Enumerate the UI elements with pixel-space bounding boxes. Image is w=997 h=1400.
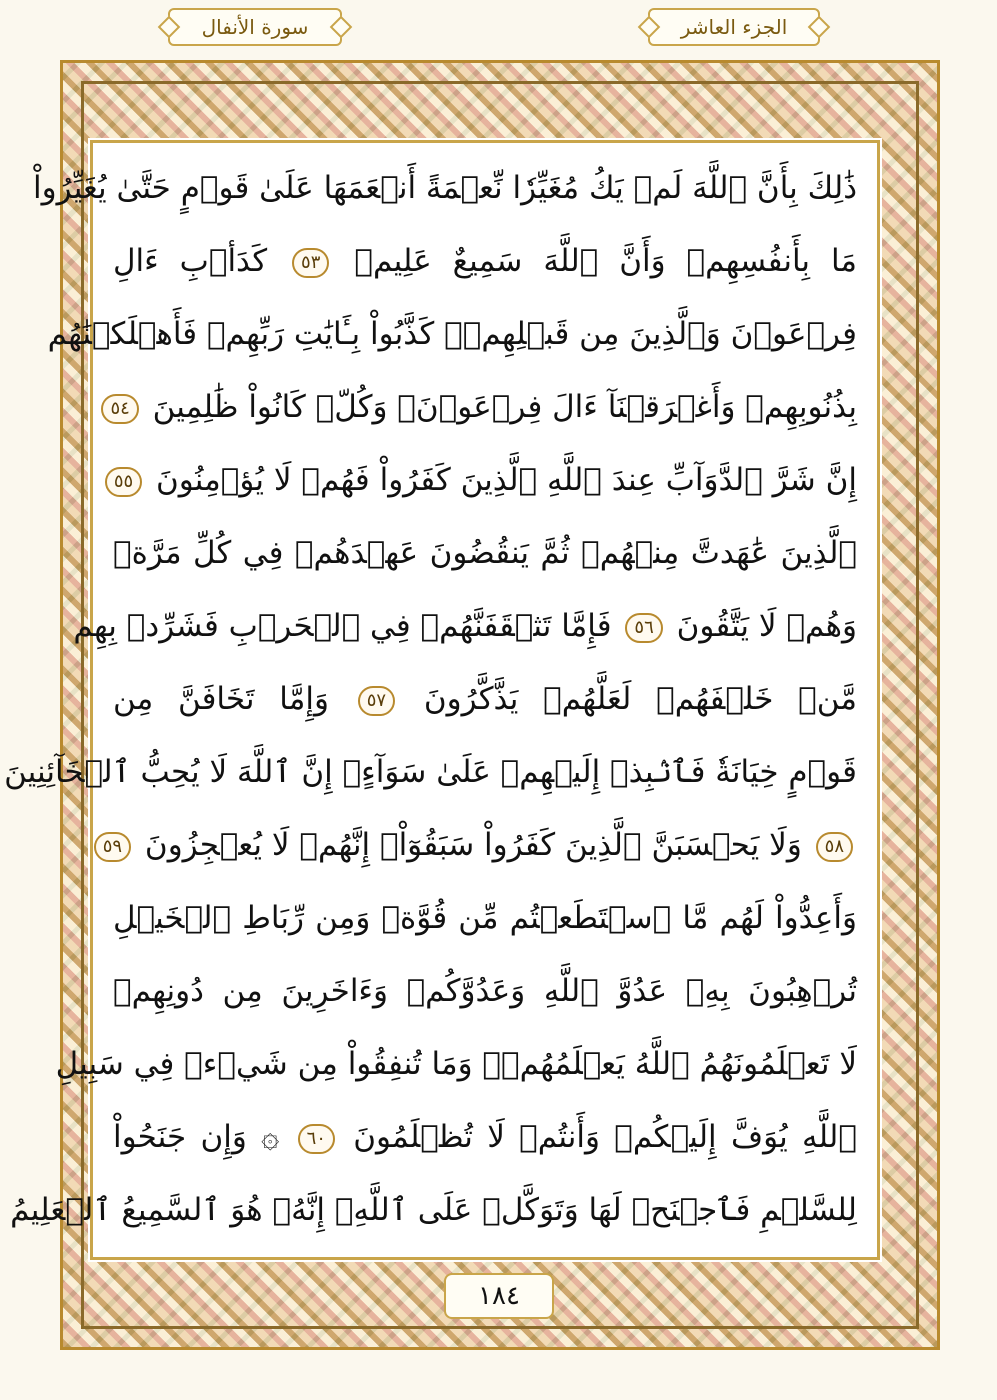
surah-name-text: سورة الأنفال	[201, 15, 309, 39]
ayah-number-marker: ٥٨	[816, 832, 853, 862]
ayah-number-marker: ٥٣	[292, 248, 329, 278]
text-line-9	[4, 740, 857, 804]
line-6-text: ٱلَّذِينَ عَٰهَدتَّ مِنۡهُمۡ ثُمَّ يَنقُضُونَ عَهۡدَهُمۡ فِي كُلِّ مَرَّةٖ	[113, 535, 857, 571]
line-11-text: وَأَعِدُّواْ لَهُم مَّا ٱسۡتَطَعۡتُم مِّن قُوَّةٖ وَمِن رِّبَاطِ ٱلۡخَيۡلِ	[113, 900, 857, 936]
text-line-3	[47, 302, 857, 366]
ayah-number-marker: ٥٤	[101, 394, 138, 424]
text-line-7	[73, 594, 857, 658]
text-line-14	[113, 1105, 857, 1169]
line-14-text: ٱللَّهِ يُوَفَّ إِلَيۡكُمۡ وَأَنتُمۡ لَا تُظۡلَمُونَ	[353, 1119, 857, 1155]
text-line-10	[102, 813, 857, 877]
line-8-text-after: وَإِمَّا تَخَافَنَّ مِن	[113, 681, 329, 717]
ayah-number-marker: ٥٦	[625, 613, 662, 643]
line-12-text: تُرۡهِبُونَ بِهِۦ عَدُوَّ ٱللَّهِ وَعَدُوَّكُمۡ وَءَاخَرِينَ مِن دُونِهِمۡ	[113, 973, 857, 1009]
line-2-text: مَا بِأَنفُسِهِمۡ وَأَنَّ ٱللَّهَ سَمِيعٌ عَلِيمٞ	[354, 243, 858, 279]
ayah-number-marker: ٦٠	[298, 1124, 335, 1154]
line-9-text: قَوۡمٍ خِيَانَةٗ فَٱنۢبِذۡ إِلَيۡهِمۡ عَلَىٰ سَوَآءٍۚ إِنَّ ٱللَّهَ لَا يُحِبُّ ٱلۡخَآئِنِينَ	[4, 754, 857, 790]
line-2-text-after: كَدَأۡبِ ءَالِ	[113, 243, 268, 279]
line-5-text: إِنَّ شَرَّ ٱلدَّوَآبِّ عِندَ ٱللَّهِ ٱلَّذِينَ كَفَرُواْ فَهُمۡ لَا يُؤۡمِنُونَ	[156, 462, 857, 498]
text-line-4	[110, 375, 857, 439]
text-line-1	[33, 156, 857, 220]
line-4-text: بِذُنُوبِهِمۡ وَأَغۡرَقۡنَآ ءَالَ فِرۡعَوۡنَۚ وَكُلّٞ كَانُواْ ظَٰلِمِينَ	[152, 389, 857, 425]
line-1-text: ذَٰلِكَ بِأَنَّ ٱللَّهَ لَمۡ يَكُ مُغَيِّرٗا نِّعۡمَةً أَنۡعَمَهَا عَلَىٰ قَوۡمٍ حَتَّىٰ يُغَيِّرُواْ	[33, 170, 857, 206]
line-13-text: لَا تَعۡلَمُونَهُمُ ٱللَّهُ يَعۡلَمُهُمۡۚ وَمَا تُنفِقُواْ مِن شَيۡءٖ فِي سَبِيلِ	[55, 1046, 857, 1082]
text-line-15	[10, 1178, 857, 1242]
line-7-text-after: فَإِمَّا تَثۡقَفَنَّهُمۡ فِي ٱلۡحَرۡبِ فَشَرِّدۡ بِهِم	[73, 608, 612, 644]
line-10-text-after: وَلَا يَحۡسَبَنَّ ٱلَّذِينَ كَفَرُواْ سَبَقُوٓاْۚ إِنَّهُمۡ لَا يُعۡجِزُونَ	[144, 827, 802, 863]
text-line-8	[113, 667, 857, 731]
juz-name-label	[648, 8, 820, 46]
text-line-11	[113, 886, 857, 950]
line-8-text: مَّنۡ خَلۡفَهُمۡ لَعَلَّهُمۡ يَذَّكَّرُونَ	[423, 681, 857, 717]
line-15-text: لِلسَّلۡمِ فَٱجۡنَحۡ لَهَا وَتَوَكَّلۡ عَلَى ٱللَّهِۚ إِنَّهُۥ هُوَ ٱلسَّمِيعُ ٱلۡعَلِيمُ	[10, 1192, 857, 1228]
line-14-text-after: ۞ وَإِن جَنَحُواْ	[113, 1119, 280, 1155]
ayah-number-marker: ٥٧	[358, 686, 395, 716]
ayah-number-marker: ٥٥	[105, 467, 142, 497]
text-line-12	[113, 959, 857, 1023]
juz-name-text: الجزء العاشر	[680, 15, 788, 39]
page-number-badge	[444, 1273, 554, 1319]
surah-name-label	[168, 8, 342, 46]
quran-text-panel	[4, 140, 880, 1260]
line-3-text: فِرۡعَوۡنَ وَٱلَّذِينَ مِن قَبۡلِهِمۡۚ كَذَّبُواْ بِـَٔايَٰتِ رَبِّهِمۡ فَأَهۡلَكۡنَٰهُم	[47, 316, 857, 352]
line-7-text: وَهُمۡ لَا يَتَّقُونَ	[676, 608, 857, 644]
text-line-2	[113, 229, 857, 293]
page-number-text: ١٨٤	[478, 1281, 520, 1311]
ayah-number-marker: ٥٩	[94, 832, 131, 862]
text-line-5	[113, 448, 857, 512]
text-line-6	[113, 521, 857, 585]
text-line-13	[55, 1032, 857, 1096]
